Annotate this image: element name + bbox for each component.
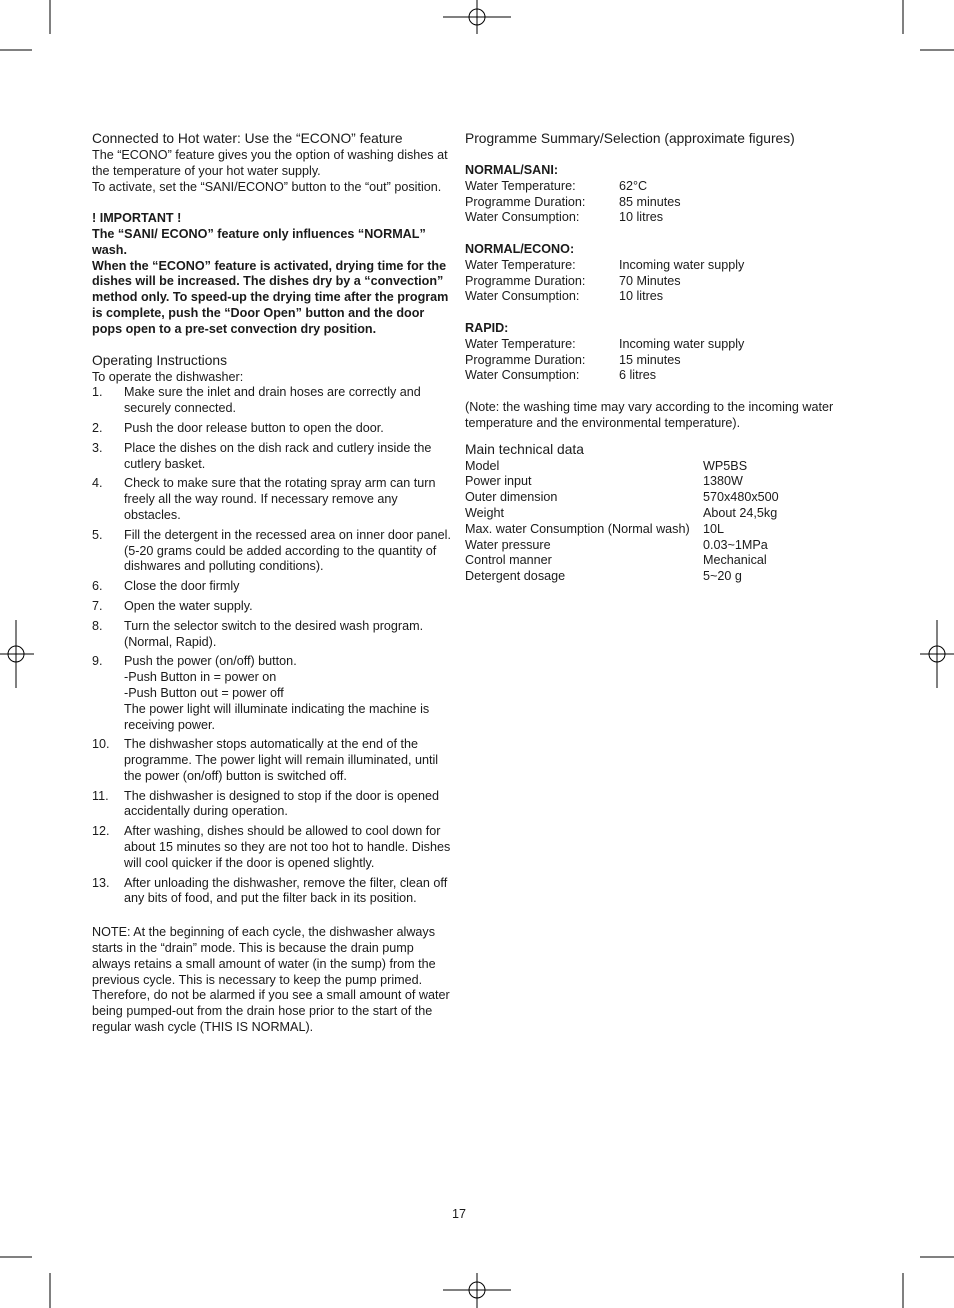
tech-label: Max. water Consumption (Normal wash) <box>465 521 690 536</box>
programme-row <box>465 337 835 353</box>
tech-value: WP5BS <box>703 458 748 473</box>
row-value: 62°C <box>619 178 648 193</box>
row-label: Water Temperature: <box>465 336 576 351</box>
step-number: 10. <box>92 737 110 752</box>
programme-block-rapid <box>465 321 835 384</box>
step-text: Fill the detergent in the recessed area on inner door panel. (5-20 grams could be added according to the quantity of dishwares and polluting conditions). <box>124 527 451 574</box>
right-column <box>465 130 835 585</box>
tech-value: 0.03~1MPa <box>703 537 768 552</box>
step-item <box>92 476 454 523</box>
technical-section <box>465 441 835 585</box>
programme-row <box>465 368 835 384</box>
row-value: 15 minutes <box>619 352 681 367</box>
step-number: 8. <box>92 618 103 633</box>
important-title: ! IMPORTANT ! <box>92 211 182 226</box>
step-number: 2. <box>92 420 103 435</box>
step-item <box>92 579 454 595</box>
row-value: Incoming water supply <box>619 257 745 272</box>
row-value: 10 litres <box>619 210 664 225</box>
step-number: 11. <box>92 788 109 803</box>
tech-row <box>465 490 835 506</box>
step-item <box>92 654 454 733</box>
step-number: 9. <box>92 654 103 669</box>
econo-para-1: The “ECONO” feature gives you the option of washing dishes at the temperature of your hot water supply. <box>92 148 448 178</box>
programme-title: RAPID: <box>465 320 509 335</box>
operating-steps <box>92 385 454 907</box>
tech-value: 570x480x500 <box>703 490 779 505</box>
step-text: The dishwasher stops automatically at the end of the programme. The power light will remain illuminated, until the power (on/off) button is switched off. <box>124 737 439 783</box>
row-label: Water Consumption: <box>465 210 580 225</box>
tech-row <box>465 538 835 554</box>
row-value: 85 minutes <box>619 194 681 209</box>
programme-note: (Note: the washing time may vary according to the incoming water temperature and the environmental temperature). <box>465 399 834 430</box>
tech-label: Power input <box>465 474 532 489</box>
step-text: The dishwasher is designed to stop if the door is opened accidentally during operation. <box>124 788 440 819</box>
step-item <box>92 528 454 575</box>
programme-row <box>465 274 835 290</box>
step-item <box>92 599 454 615</box>
operating-intro: To operate the dishwasher: <box>92 369 244 384</box>
step-number: 12. <box>92 824 110 839</box>
programme-title: NORMAL/ECONO: <box>465 241 575 256</box>
programme-row <box>465 179 835 195</box>
programme-section <box>465 130 835 432</box>
programme-row <box>465 195 835 211</box>
row-label: Water Temperature: <box>465 257 576 272</box>
step-text: Push the door release button to open the door. <box>124 420 384 435</box>
step-text: After washing, dishes should be allowed to cool down for about 15 minutes so they are not too hot to handle. Dishes will cool quicker if the door is opened slightly. <box>124 824 451 870</box>
left-column <box>92 130 454 1036</box>
row-label: Programme Duration: <box>465 273 586 288</box>
tech-label: Outer dimension <box>465 490 558 505</box>
tech-row <box>465 474 835 490</box>
row-label: Water Temperature: <box>465 178 576 193</box>
tech-value: 5~20 g <box>703 569 742 584</box>
tech-row <box>465 522 835 538</box>
tech-row <box>465 569 835 585</box>
step-text: Check to make sure that the rotating spray arm can turn freely all the way round. If necessary remove any obstacles. <box>124 476 436 522</box>
step-number: 1. <box>92 385 103 400</box>
step-number: 5. <box>92 527 103 542</box>
step-item <box>92 824 454 871</box>
econo-section <box>92 130 454 338</box>
tech-label: Weight <box>465 505 504 520</box>
page-number: 17 <box>452 1207 467 1221</box>
tech-value: 10L <box>703 521 725 536</box>
operating-section <box>92 352 454 1036</box>
step-text: Make sure the inlet and drain hoses are correctly and securely connected. <box>124 385 421 416</box>
programme-row <box>465 353 835 369</box>
programme-block-normal-sani <box>465 163 835 226</box>
operating-heading: Operating Instructions <box>92 352 227 368</box>
step-text: After unloading the dishwasher, remove the filter, clean off any bits of food, and put the filter back in its position. <box>124 875 448 906</box>
step-number: 3. <box>92 440 103 455</box>
step-item <box>92 441 454 473</box>
step-number: 13. <box>92 875 110 890</box>
row-value: 6 litres <box>619 368 657 383</box>
step-text: Turn the selector switch to the desired wash program. (Normal, Rapid). <box>124 618 424 649</box>
tech-row <box>465 553 835 569</box>
step-item <box>92 421 454 437</box>
tech-label: Control manner <box>465 553 552 568</box>
step-item <box>92 619 454 651</box>
row-value: 10 litres <box>619 289 664 304</box>
tech-label: Model <box>465 458 500 473</box>
programme-block-normal-econo <box>465 242 835 305</box>
step-item <box>92 385 454 417</box>
row-value: Incoming water supply <box>619 336 745 351</box>
row-value: 70 Minutes <box>619 273 681 288</box>
econo-heading: Connected to Hot water: Use the “ECONO” feature <box>92 131 403 146</box>
tech-label: Water pressure <box>465 537 551 552</box>
tech-value: About 24,5kg <box>703 505 778 520</box>
tech-value: 1380W <box>703 474 743 489</box>
row-label: Programme Duration: <box>465 194 586 209</box>
row-label: Water Consumption: <box>465 289 580 304</box>
step-number: 4. <box>92 476 103 491</box>
drain-note: NOTE: At the beginning of each cycle, the dishwasher always starts in the “drain” mode. This is because the drain pump always retains a small amount of water (in the sump) from the previous cycle. This is necessary to keep the pump primed. Therefore, do not be alarmed if you see a small amount of water being pumped-out from the drain hose prior to the start of the regular wash cycle (THIS IS NORMAL). <box>92 925 450 1035</box>
step-item <box>92 737 454 784</box>
programme-row <box>465 210 835 226</box>
econo-para-2: To activate, set the “SANI/ECONO” button to the “out” position. <box>92 179 442 194</box>
technical-heading: Main technical data <box>465 441 584 457</box>
programme-title: NORMAL/SANI: <box>465 163 559 177</box>
important-text-2: When the “ECONO” feature is activated, drying time for the dishes will be increased. The dishes dry by a “convection” method only. To speed-up the drying time after the program is complete, push the “Door Open” button and the door pops open to a pre-set convection dry position. <box>92 258 449 336</box>
row-label: Programme Duration: <box>465 352 586 367</box>
step-text: Place the dishes on the dish rack and cutlery inside the cutlery basket. <box>124 440 432 471</box>
tech-row <box>465 506 835 522</box>
step-item <box>92 876 454 908</box>
step-item <box>92 789 454 821</box>
step-number: 6. <box>92 579 103 594</box>
step-text: Close the door firmly <box>124 579 240 594</box>
step-number: 7. <box>92 598 103 613</box>
programme-heading: Programme Summary/Selection (approximate figures) <box>465 131 795 146</box>
tech-row <box>465 459 835 475</box>
programme-row <box>465 289 835 305</box>
important-text-1: The “SANI/ ECONO” feature only influences “NORMAL” wash. <box>92 226 426 257</box>
tech-value: Mechanical <box>703 553 767 568</box>
step-text: Open the water supply. <box>124 598 253 613</box>
step-text: Push the power (on/off) button. -Push Button in = power on -Push Button out = power off The power light will illuminate indicating the machine is receiving power. <box>124 654 430 732</box>
tech-label: Detergent dosage <box>465 569 566 584</box>
row-label: Water Consumption: <box>465 368 580 383</box>
programme-row <box>465 258 835 274</box>
